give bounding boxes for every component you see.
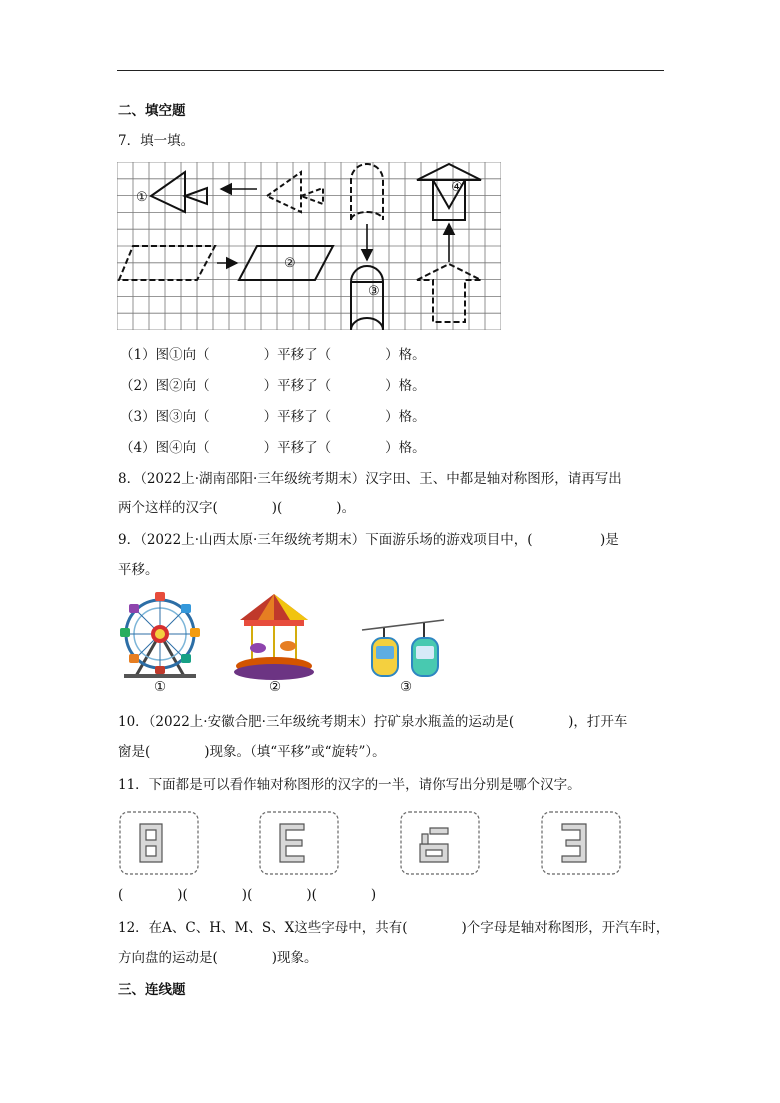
q11-stem: 11．下面都是可以看作轴对称图形的汉字的一半，请你写出分别是哪个汉字。 [118, 777, 581, 793]
section-fill-in-title: 二、填空题 [118, 103, 186, 119]
q11-answers: ( )( )( )( ) [118, 887, 377, 903]
q8-line-2: 两个这样的汉字( )( )。 [118, 500, 356, 516]
translation-grid [117, 162, 501, 330]
cable-car-icon [362, 620, 444, 676]
section-matching-title: 三、连线题 [118, 982, 186, 998]
q11-half-characters [118, 810, 638, 876]
figure-3-label: ③ [368, 284, 380, 299]
figure-1-label: ① [136, 190, 148, 205]
q12-line-2: 方向盘的运动是( )现象。 [118, 950, 318, 966]
q10-line-1: 10．（2022上·安徽合肥·三年级统考期末）拧矿泉水瓶盖的运动是( )，打开车 [118, 714, 628, 730]
q9-label-3: ③ [400, 679, 413, 695]
figure-2-label: ② [284, 256, 296, 271]
half-char-4 [562, 824, 586, 862]
q7-stem: 7．填一填。 [118, 133, 195, 149]
q7-sub-4: （4）图④向（ ）平移了（ ）格。 [120, 440, 426, 456]
q10-line-2: 窗是( )现象。（填“平移”或“旋转”）。 [118, 744, 386, 760]
ferris-wheel-icon [120, 592, 200, 678]
q9-line-1: 9．（2022上·山西太原·三年级统考期末）下面游乐场的游戏项目中，( )是 [118, 532, 619, 548]
q9-line-2: 平移。 [118, 562, 159, 578]
q7-sub-3: （3）图③向（ ）平移了（ ）格。 [120, 409, 426, 425]
q7-sub-2: （2）图②向（ ）平移了（ ）格。 [120, 378, 426, 394]
q9-label-1: ① [154, 679, 167, 695]
q8-line-1: 8．（2022上·湖南邵阳·三年级统考期末）汉字田、王、中都是轴对称图形，请再写出 [118, 471, 622, 487]
half-char-2 [280, 824, 304, 862]
figure-3-original [351, 164, 383, 220]
q9-label-2: ② [269, 679, 282, 695]
q7-grid-figure [117, 162, 501, 330]
figure-1-original [267, 172, 323, 212]
half-char-1 [140, 824, 162, 862]
q12-line-1: 12．在A、C、H、M、S、X这些字母中，共有( )个字母是轴对称图形，开汽车时， [118, 920, 670, 936]
half-char-3 [420, 828, 448, 862]
figure-1-shape [151, 172, 207, 212]
header-rule [117, 70, 664, 71]
figure-4-shape [417, 164, 481, 220]
q7-sub-1: （1）图①向（ ）平移了（ ）格。 [120, 347, 426, 363]
carousel-icon [234, 594, 314, 680]
figure-4-label: ④ [451, 180, 463, 195]
